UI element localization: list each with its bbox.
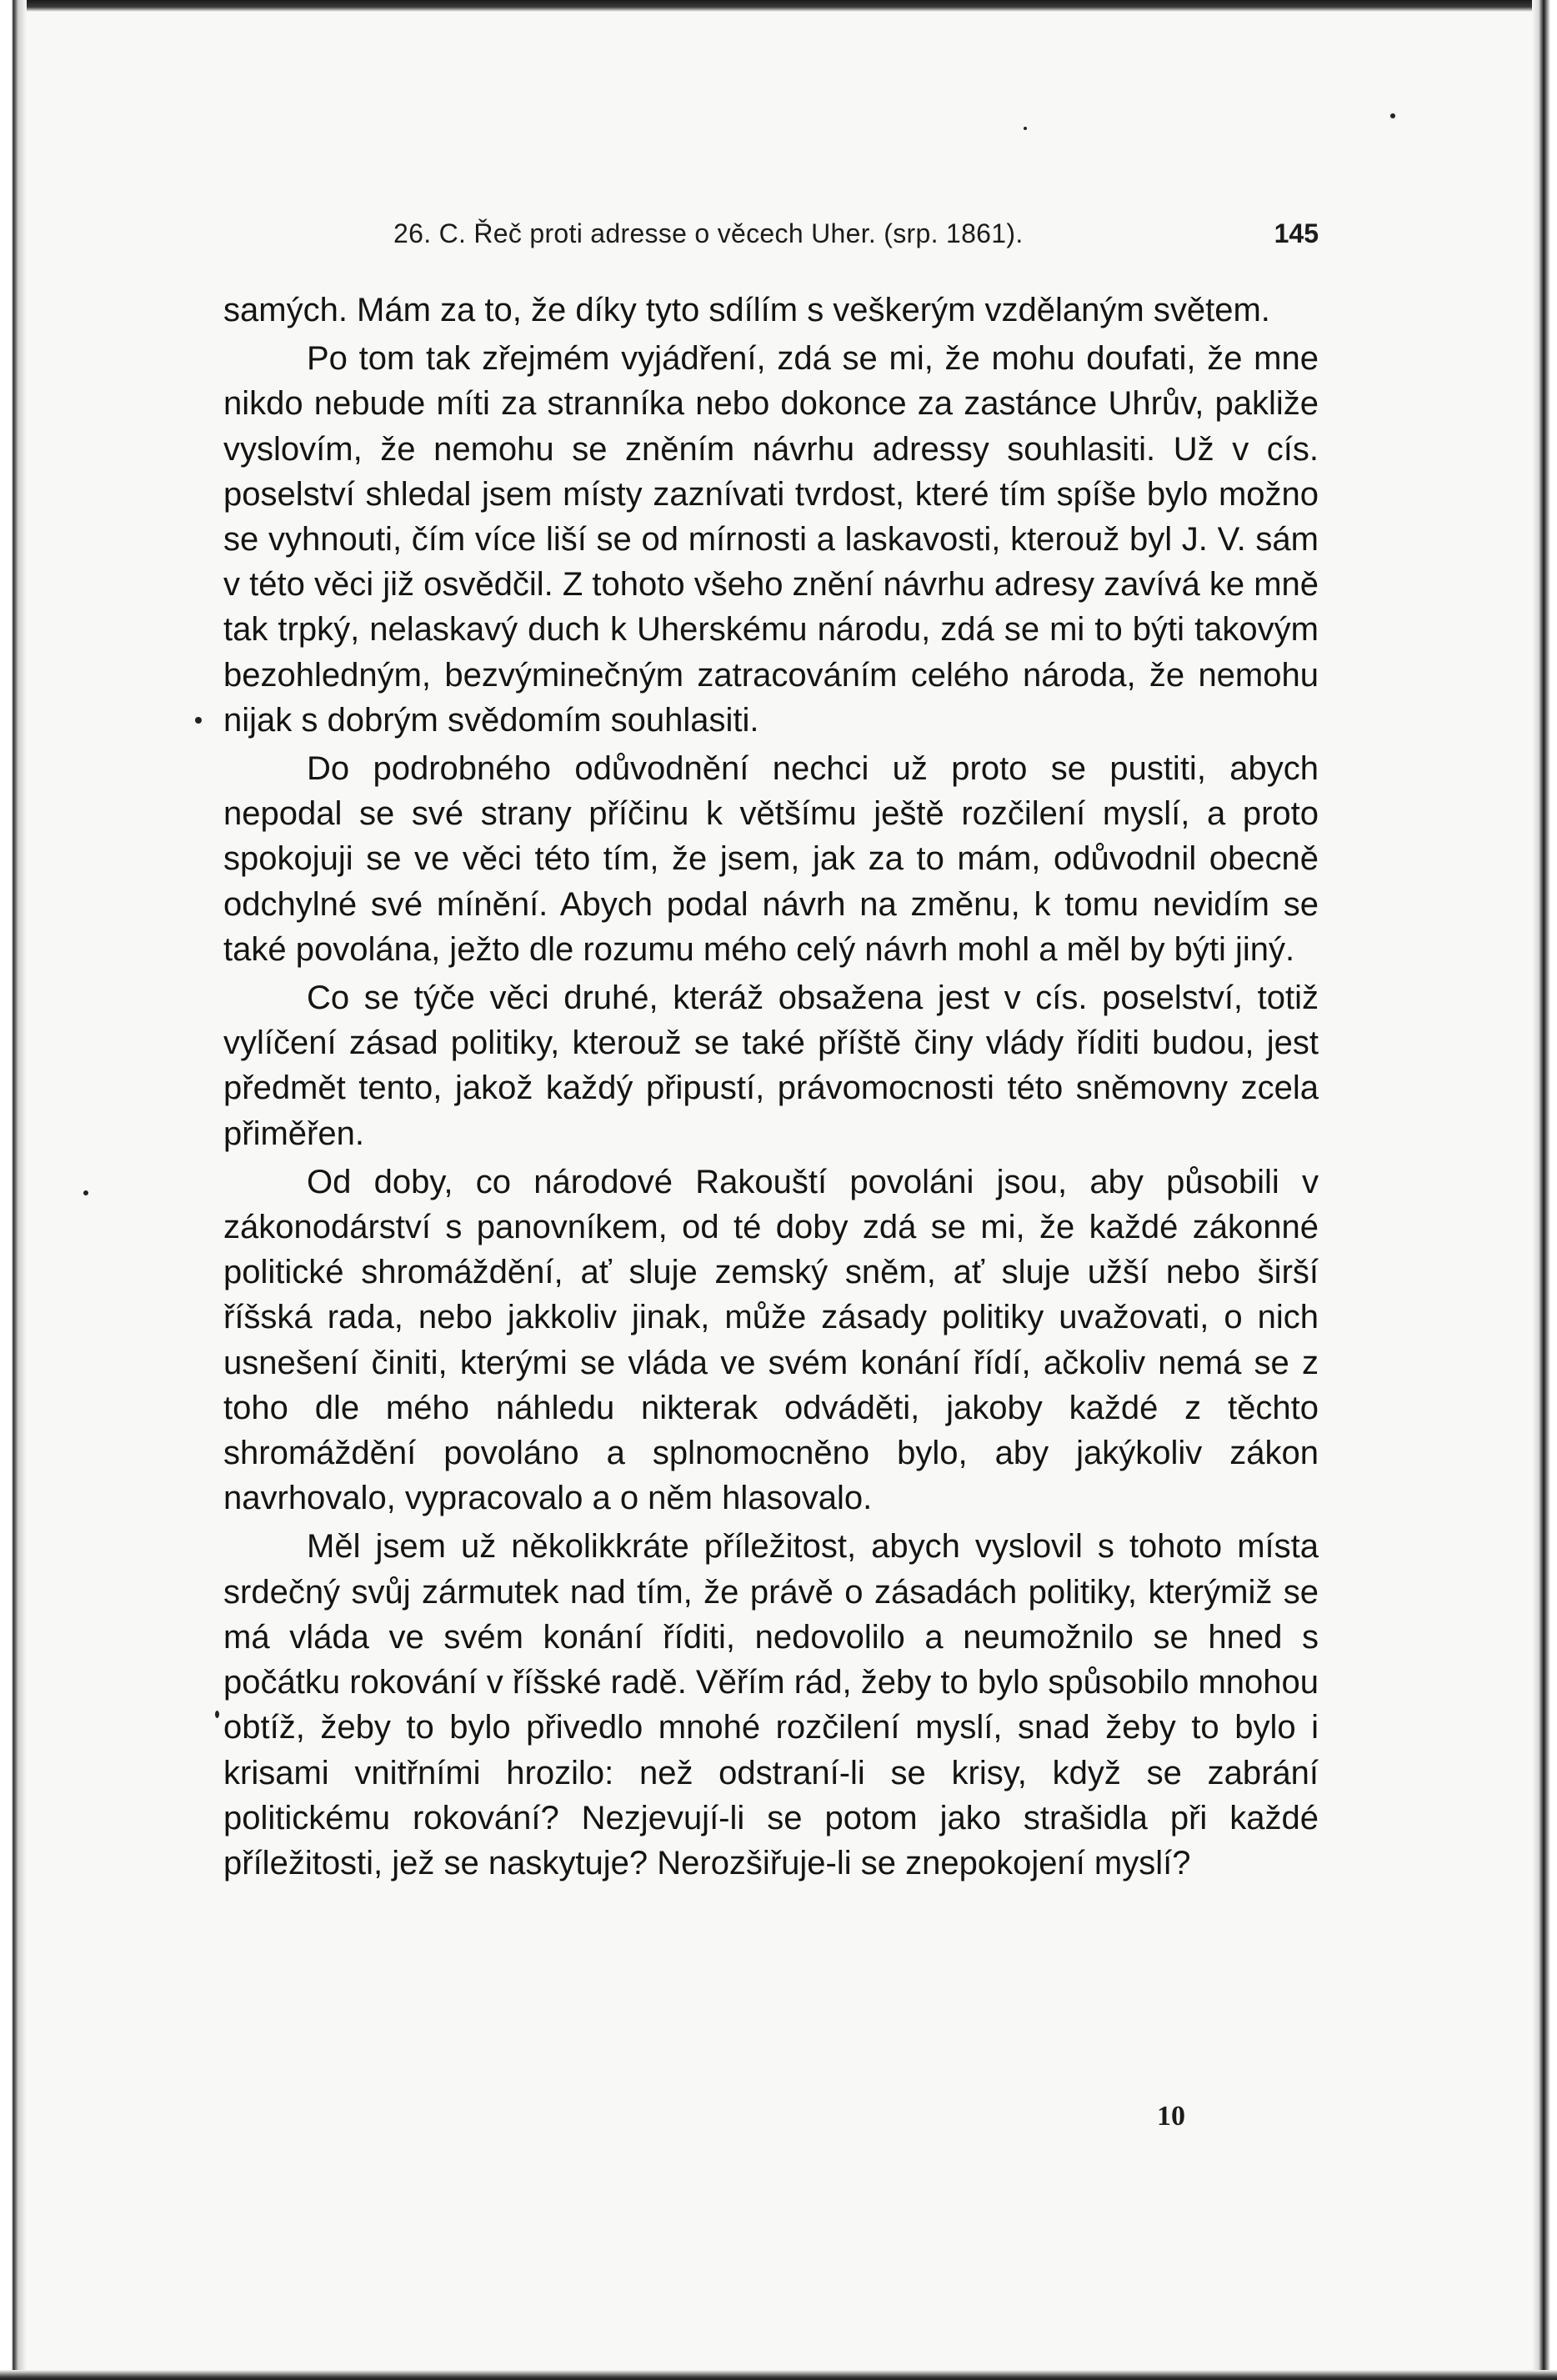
margin-dot	[215, 1711, 219, 1718]
running-head-title: 26. C. Řeč proti adresse o věcech Uher. (srp. 1861).	[393, 218, 1024, 248]
paragraph: Co se týče věci druhé, kteráž obsažena jest v cís. poselství, totiž vylíčení zásad politiky, kterouž se také příště činy vlády říditi budou, jest předmět tento, jakož každý připustí, právomocnosti této sněmovny zcela přiměřen.	[223, 980, 1319, 1152]
paragraph: Měl jsem už několikkráte příležitost, abych vyslovil s tohoto místa srdečný svůj zármutek nad tím, že právě o zásadách politiky, kterýmiž se má vláda ve svém konání říditi, nedovolilo a neumožnilo se hned s počátku rokování v říšské radě. Věřím rád, žeby to bylo spůsobilo mnohou obtíž, žeby to bylo přivedlo mnohé rozčilení myslí, snad žeby to bylo i krisami vnitřními hrozilo: než odstraní-li se krisy, když se zabrání politickému rokování? Nezjevují-li se potom jako strašidla při každé příležitosti, jež se naskytuje? Nerozšiřuje-li se znepokojení myslí?	[223, 1528, 1319, 1881]
paragraph: Do podrobného odůvodnění nechci už proto se pustiti, abych nepodal se své strany příčinu k většímu ještě rozčilení myslí, a proto spokojuji se ve věci této tím, že jsem, jak za to mám, odůvodnil obecně odchylné své mínění. Abych podal návrh na změnu, k tomu nevidím se také povolána, ježto dle rozumu mého celý návrh mohl a měl by býti jiný.	[223, 750, 1319, 968]
paragraph: Od doby, co národové Rakouští povoláni jsou, aby působili v zákonodárství s panovníkem, od té doby zdá se mi, že každé zákonné politické shromáždění, ať sluje zemský sněm, ať sluje užší nebo širší říšská rada, nebo jakkoliv jinak, může zásady politiky uvažovati, o nich usnešení činiti, kterými se vláda ve svém konání řídí, ačkoliv nemá se z toho dle mého náhledu nikterak odváděti, jakoby každé z těchto shromáždění povoláno a splnomocněno bylo, aby jakýkoliv zákon navrhovalo, vypracovalo a o něm hlasovalo.	[223, 1163, 1319, 1517]
paragraph: Po tom tak zřejmém vyjádření, zdá se mi, že mohu doufati, že mne nikdo nebude míti za stranníka nebo dokonce za zastánce Uhrův, pakliže vyslovím, že nemohu se zněním návrhu adressy souhlasiti. Už v cís. poselství shledal jsem místy zaznívati tvrdost, které tím spíše bylo možno se vyhnouti, čím více liší se od mírnosti a laskavosti, kterouž byl J. V. sám v této věci již osvědčil. Z tohoto všeho znění návrhu adresy zavívá ke mně tak trpký, nelaskavý duch k Uherskému národu, zdá se mi to býti takovým bezohledným, bezvýminečným zatracováním celého národa, že nemohu nijak s dobrým svědomím souhlasiti.	[223, 340, 1319, 739]
running-head	[393, 218, 1319, 260]
scan-top-edge	[0, 0, 1557, 12]
paragraph-continuation: samých. Mám za to, že díky tyto sdílím s veškerým vzdělaným světem.	[223, 292, 1270, 328]
page-number: 145	[1274, 218, 1319, 248]
printer-signature-mark: 10	[1157, 2101, 1185, 2132]
body-text	[223, 288, 1319, 1889]
scan-bottom-edge	[0, 2370, 1557, 2380]
dust-speck	[1024, 127, 1027, 130]
scan-left-edge	[0, 0, 27, 2380]
dust-speck	[1390, 113, 1395, 118]
scan-right-edge	[1532, 0, 1557, 2380]
margin-dot	[195, 717, 202, 724]
margin-dot	[83, 1190, 88, 1195]
